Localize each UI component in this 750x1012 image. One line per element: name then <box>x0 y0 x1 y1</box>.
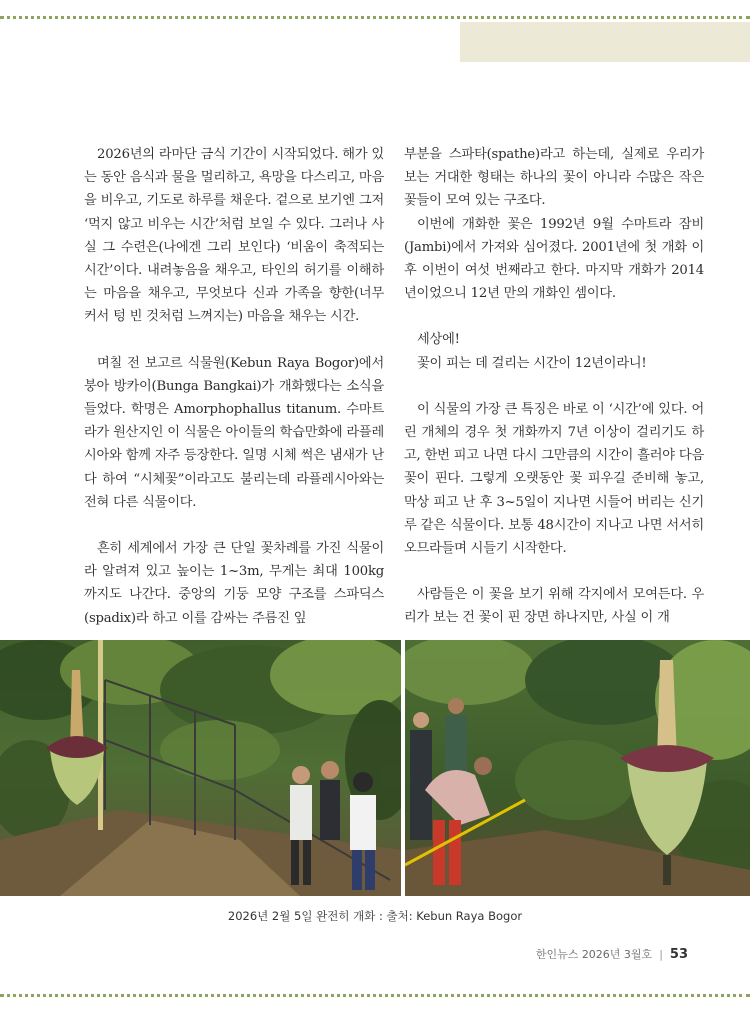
folio-separator: | <box>659 947 663 961</box>
bottom-dotted-rule <box>0 994 750 997</box>
photo-corpse-flower-closeup <box>405 640 750 896</box>
paragraph-bunga-bangkai: 며칠 전 보고르 식물원(Kebun Raya Bogor)에서 붕아 방카이(Bunga Bangkai)가 개화했다는 소식을 들었다. 학명은 Amorphophallus titanum. 수마트라가 원산지인 이 식물은 아이들의 학습만화에 라플레시아와 함께 자주 등장한다. 일명 시체 썩은 냄새가 난다 하여 “시체꽃”이라고도 불리는데 라플레시아와는 전혀 다른 식물이다. <box>84 355 384 510</box>
article-right-column <box>404 143 704 630</box>
photo-corpse-flower-visitors <box>0 640 401 896</box>
top-dotted-rule <box>0 16 750 19</box>
publication-name: 한인뉴스 2026년 3월호 <box>535 948 653 961</box>
header-band <box>460 22 750 62</box>
paragraph-inflorescence: 흔히 세계에서 가장 큰 단일 꽃차례를 가진 식물이라 알려져 있고 높이는 1~3m, 무게는 최대 100kg까지도 나간다. 중앙의 기둥 모양 구조를 스파딕스(spadix)라 하고 이를 감싸는 주름진 잎 <box>84 541 384 626</box>
paragraph-visitors: 사람들은 이 꽃을 보기 위해 각지에서 모여든다. 우리가 보는 건 꽃이 핀 장면 하나지만, 사실 이 개 <box>404 587 704 626</box>
paragraph-spathe: 부분을 스파타(spathe)라고 하는데, 실제로 우리가 보는 거대한 형태는 하나의 꽃이 아니라 수많은 작은 꽃들이 모여 있는 구조다. <box>404 147 704 209</box>
exclamation-line-2: 꽃이 피는 데 걸리는 시간이 12년이라니! <box>417 355 647 371</box>
exclamation-line-1: 세상에! <box>417 332 460 348</box>
photo-caption: 2026년 2월 5일 완전히 개화 : 출처: Kebun Raya Bogor <box>227 909 523 923</box>
page-number: 53 <box>669 946 688 962</box>
article-left-column <box>84 143 384 630</box>
paragraph-bloom-history: 이번에 개화한 꽃은 1992년 9월 수마트라 잠비(Jambi)에서 가져와 심어졌다. 2001년에 첫 개화 이후 이번이 여섯 번째라고 한다. 마지막 개화가 2014년이었으니 12년 만의 개화인 셈이다. <box>404 216 704 302</box>
paragraph-time: 이 식물의 가장 큰 특징은 바로 이 ‘시간’에 있다. 어린 개체의 경우 첫 개화까지 7년 이상이 걸리기도 하고, 한번 피고 나면 다시 그만큼의 시간이 흘러야 다음 꽃이 핀다. 그렇게 오랫동안 꽃 피우길 준비해 놓고, 막상 피고 난 후 3~5일이 지나면 시들어 버리는 신기루 같은 식물이다. 보통 48시간이 지나고 나면 서서히 오므라들며 시들기 시작한다. <box>404 401 704 557</box>
page-folio <box>536 946 688 962</box>
paragraph-ramadan: 2026년의 라마단 금식 기간이 시작되었다. 해가 있는 동안 음식과 물을 멀리하고, 욕망을 다스리고, 마음을 비우고, 기도로 하루를 채운다. 겉으로 보기엔 그저 ‘먹지 않고 비우는 시간’처럼 보일 수 있다. 그러나 사실 그 수련은(나에겐 그리 보인다) ‘비움이 축적되는 시간’이다. 내려놓음을 채우고, 타인의 허기를 이해하는 마음을 채우고, 무엇보다 신과 가족을 향한(너무 커서 텅 빈 것처럼 느껴지는) 마음을 채우는 시간. <box>84 147 384 325</box>
